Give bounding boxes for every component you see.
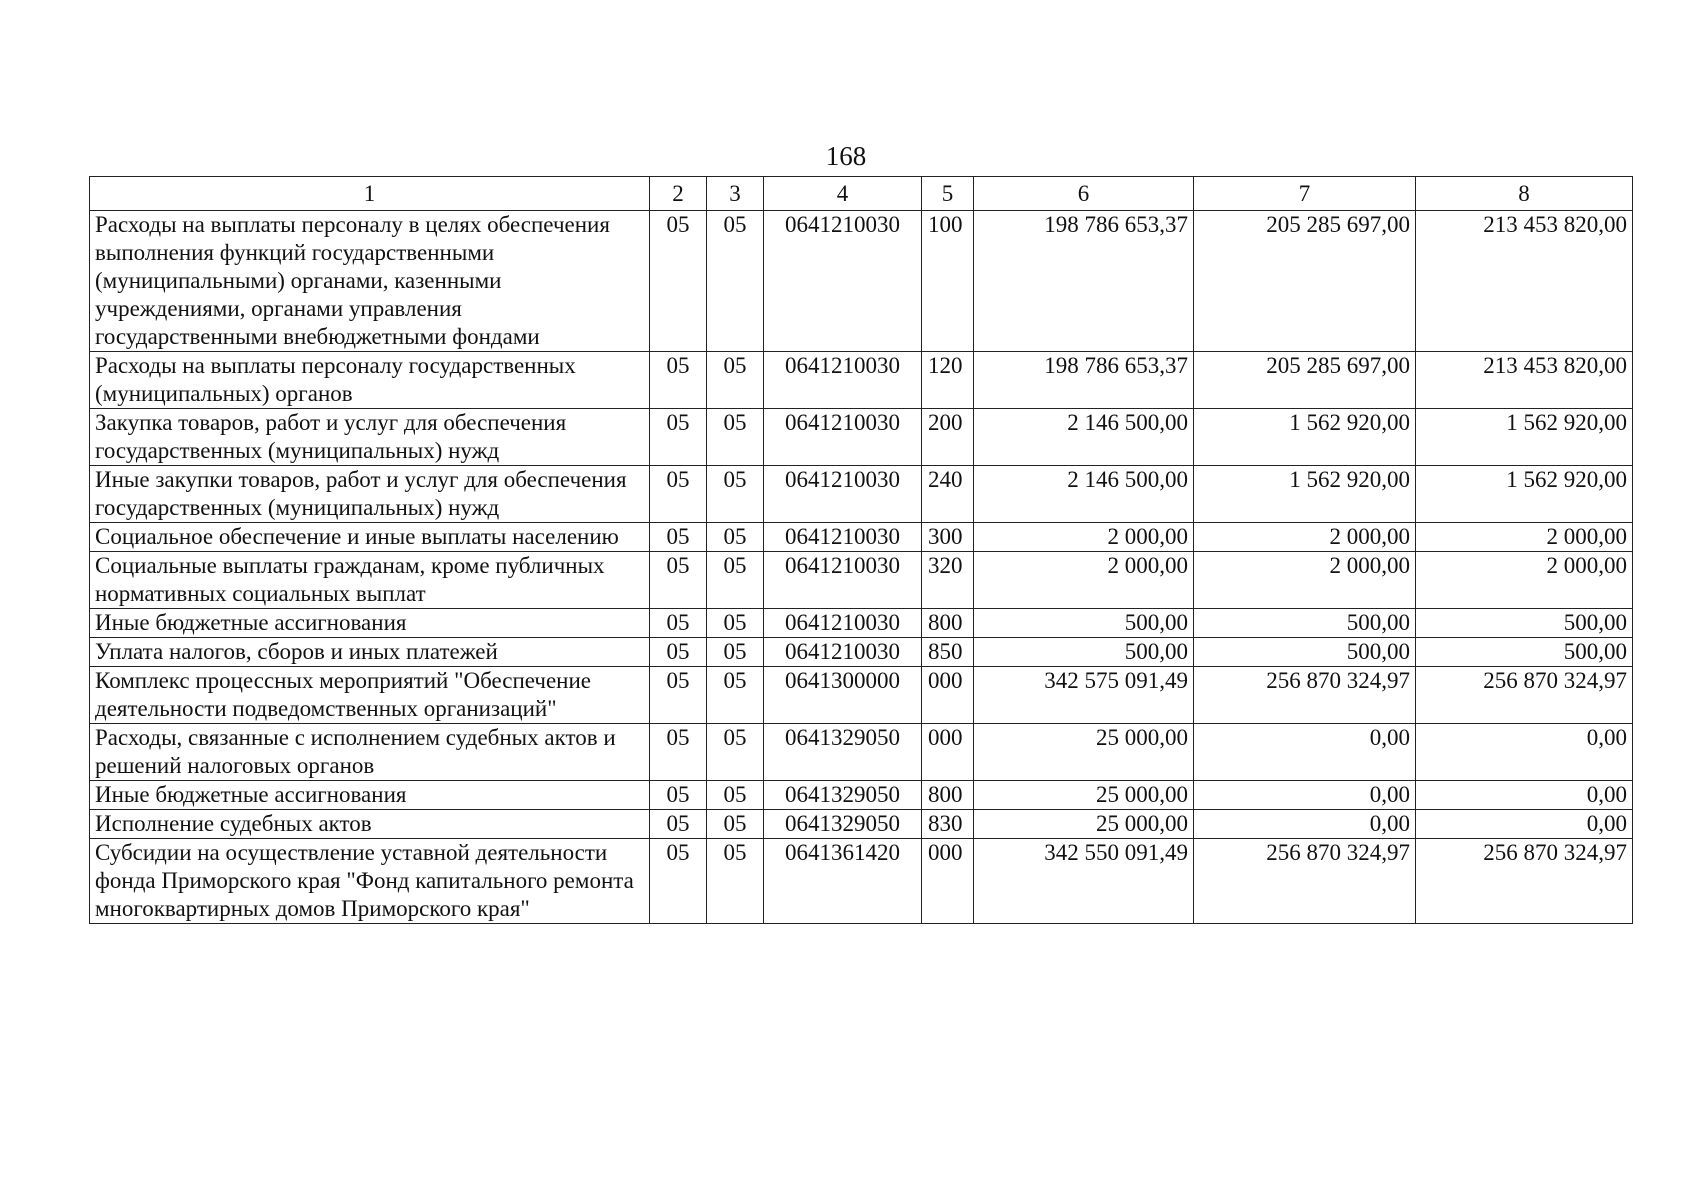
row-amount-3: 500,00 [1416,609,1633,638]
page-number: 168 [825,141,867,171]
row-amount-3: 0,00 [1416,810,1633,839]
row-amount-1: 342 575 091,49 [974,667,1194,724]
row-name: Расходы, связанные с исполнением судебных актов и решений налоговых органов [90,724,650,781]
row-amount-2: 0,00 [1194,810,1416,839]
row-amount-1: 198 786 653,37 [974,211,1194,352]
row-section-code: 05 [650,409,707,466]
row-name: Субсидии на осуществление уставной деятельности фонда Приморского края "Фонд капитального ремонта многоквартирных домов Приморского края" [90,839,650,924]
header-cell-amount-3: 8 [1416,177,1633,211]
row-section-code: 05 [650,638,707,667]
row-name: Социальное обеспечение и иные выплаты населению [90,523,650,552]
row-amount-1: 2 146 500,00 [974,409,1194,466]
row-name: Закупка товаров, работ и услуг для обеспечения государственных (муниципальных) нужд [90,409,650,466]
row-subsection-code: 05 [707,724,764,781]
row-target-article-code: 0641210030 [764,523,922,552]
row-name: Иные бюджетные ассигнования [90,609,650,638]
table-row [90,552,1633,609]
row-amount-2: 205 285 697,00 [1194,211,1416,352]
row-expense-type-code: 240 [922,466,974,523]
table-row [90,466,1633,523]
row-amount-1: 2 146 500,00 [974,466,1194,523]
row-subsection-code: 05 [707,523,764,552]
table-row [90,352,1633,409]
row-subsection-code: 05 [707,781,764,810]
table-row [90,667,1633,724]
table-row [90,211,1633,352]
table-row [90,724,1633,781]
row-subsection-code: 05 [707,552,764,609]
row-section-code: 05 [650,523,707,552]
header-cell-section: 2 [650,177,707,211]
row-section-code: 05 [650,810,707,839]
row-expense-type-code: 850 [922,638,974,667]
row-name: Уплата налогов, сборов и иных платежей [90,638,650,667]
row-name: Социальные выплаты гражданам, кроме публичных нормативных социальных выплат [90,552,650,609]
row-name: Расходы на выплаты персоналу государственных (муниципальных) органов [90,352,650,409]
table-row [90,409,1633,466]
header-row [90,177,1633,211]
row-section-code: 05 [650,609,707,638]
row-section-code: 05 [650,839,707,924]
row-target-article-code: 0641329050 [764,810,922,839]
table-row [90,781,1633,810]
row-amount-3: 256 870 324,97 [1416,667,1633,724]
row-amount-2: 256 870 324,97 [1194,667,1416,724]
row-amount-1: 500,00 [974,638,1194,667]
row-amount-1: 25 000,00 [974,810,1194,839]
budget-table [89,176,1633,924]
row-expense-type-code: 100 [922,211,974,352]
row-target-article-code: 0641329050 [764,781,922,810]
row-expense-type-code: 200 [922,409,974,466]
table-row [90,638,1633,667]
row-target-article-code: 0641210030 [764,609,922,638]
row-target-article-code: 0641210030 [764,409,922,466]
row-section-code: 05 [650,724,707,781]
row-amount-3: 213 453 820,00 [1416,211,1633,352]
row-amount-3: 0,00 [1416,724,1633,781]
row-target-article-code: 0641361420 [764,839,922,924]
table-row [90,839,1633,924]
row-amount-1: 25 000,00 [974,781,1194,810]
row-name: Исполнение судебных актов [90,810,650,839]
row-expense-type-code: 830 [922,810,974,839]
row-amount-3: 2 000,00 [1416,552,1633,609]
row-amount-2: 1 562 920,00 [1194,409,1416,466]
row-expense-type-code: 120 [922,352,974,409]
row-amount-2: 0,00 [1194,781,1416,810]
row-subsection-code: 05 [707,667,764,724]
row-amount-1: 500,00 [974,609,1194,638]
row-name: Расходы на выплаты персоналу в целях обеспечения выполнения функций государственными (муниципальными) органами, казенными учреждениями, органами управления государственными внебюджетными фондами [90,211,650,352]
row-amount-3: 2 000,00 [1416,523,1633,552]
row-section-code: 05 [650,352,707,409]
row-subsection-code: 05 [707,638,764,667]
row-section-code: 05 [650,466,707,523]
row-target-article-code: 0641210030 [764,211,922,352]
row-amount-2: 1 562 920,00 [1194,466,1416,523]
table-row [90,609,1633,638]
row-section-code: 05 [650,667,707,724]
table-row [90,523,1633,552]
row-subsection-code: 05 [707,839,764,924]
row-target-article-code: 0641210030 [764,466,922,523]
row-subsection-code: 05 [707,609,764,638]
header-cell-amount-2: 7 [1194,177,1416,211]
row-name: Иные закупки товаров, работ и услуг для обеспечения государственных (муниципальных) нужд [90,466,650,523]
header-cell-expense-type: 5 [922,177,974,211]
row-amount-1: 25 000,00 [974,724,1194,781]
header-cell-target-article: 4 [764,177,922,211]
header-cell-name: 1 [90,177,650,211]
row-subsection-code: 05 [707,409,764,466]
row-amount-1: 342 550 091,49 [974,839,1194,924]
row-subsection-code: 05 [707,810,764,839]
row-name: Иные бюджетные ассигнования [90,781,650,810]
row-amount-3: 213 453 820,00 [1416,352,1633,409]
row-expense-type-code: 800 [922,609,974,638]
header-cell-subsection: 3 [707,177,764,211]
row-amount-3: 1 562 920,00 [1416,409,1633,466]
row-target-article-code: 0641210030 [764,352,922,409]
row-expense-type-code: 320 [922,552,974,609]
row-amount-2: 256 870 324,97 [1194,839,1416,924]
row-subsection-code: 05 [707,466,764,523]
row-amount-3: 256 870 324,97 [1416,839,1633,924]
row-target-article-code: 0641300000 [764,667,922,724]
row-amount-2: 2 000,00 [1194,523,1416,552]
row-subsection-code: 05 [707,211,764,352]
row-amount-2: 205 285 697,00 [1194,352,1416,409]
row-expense-type-code: 000 [922,724,974,781]
row-amount-3: 500,00 [1416,638,1633,667]
row-expense-type-code: 300 [922,523,974,552]
row-expense-type-code: 800 [922,781,974,810]
row-amount-2: 2 000,00 [1194,552,1416,609]
header-cell-amount-1: 6 [974,177,1194,211]
row-target-article-code: 0641329050 [764,724,922,781]
row-section-code: 05 [650,211,707,352]
row-target-article-code: 0641210030 [764,638,922,667]
row-expense-type-code: 000 [922,839,974,924]
row-amount-2: 500,00 [1194,609,1416,638]
row-amount-1: 2 000,00 [974,552,1194,609]
row-subsection-code: 05 [707,352,764,409]
row-amount-1: 2 000,00 [974,523,1194,552]
row-amount-2: 500,00 [1194,638,1416,667]
row-expense-type-code: 000 [922,667,974,724]
row-target-article-code: 0641210030 [764,552,922,609]
table-row [90,810,1633,839]
row-amount-1: 198 786 653,37 [974,352,1194,409]
row-section-code: 05 [650,781,707,810]
row-amount-3: 0,00 [1416,781,1633,810]
row-amount-2: 0,00 [1194,724,1416,781]
row-name: Комплекс процессных мероприятий "Обеспечение деятельности подведомственных организаций" [90,667,650,724]
row-section-code: 05 [650,552,707,609]
row-amount-3: 1 562 920,00 [1416,466,1633,523]
